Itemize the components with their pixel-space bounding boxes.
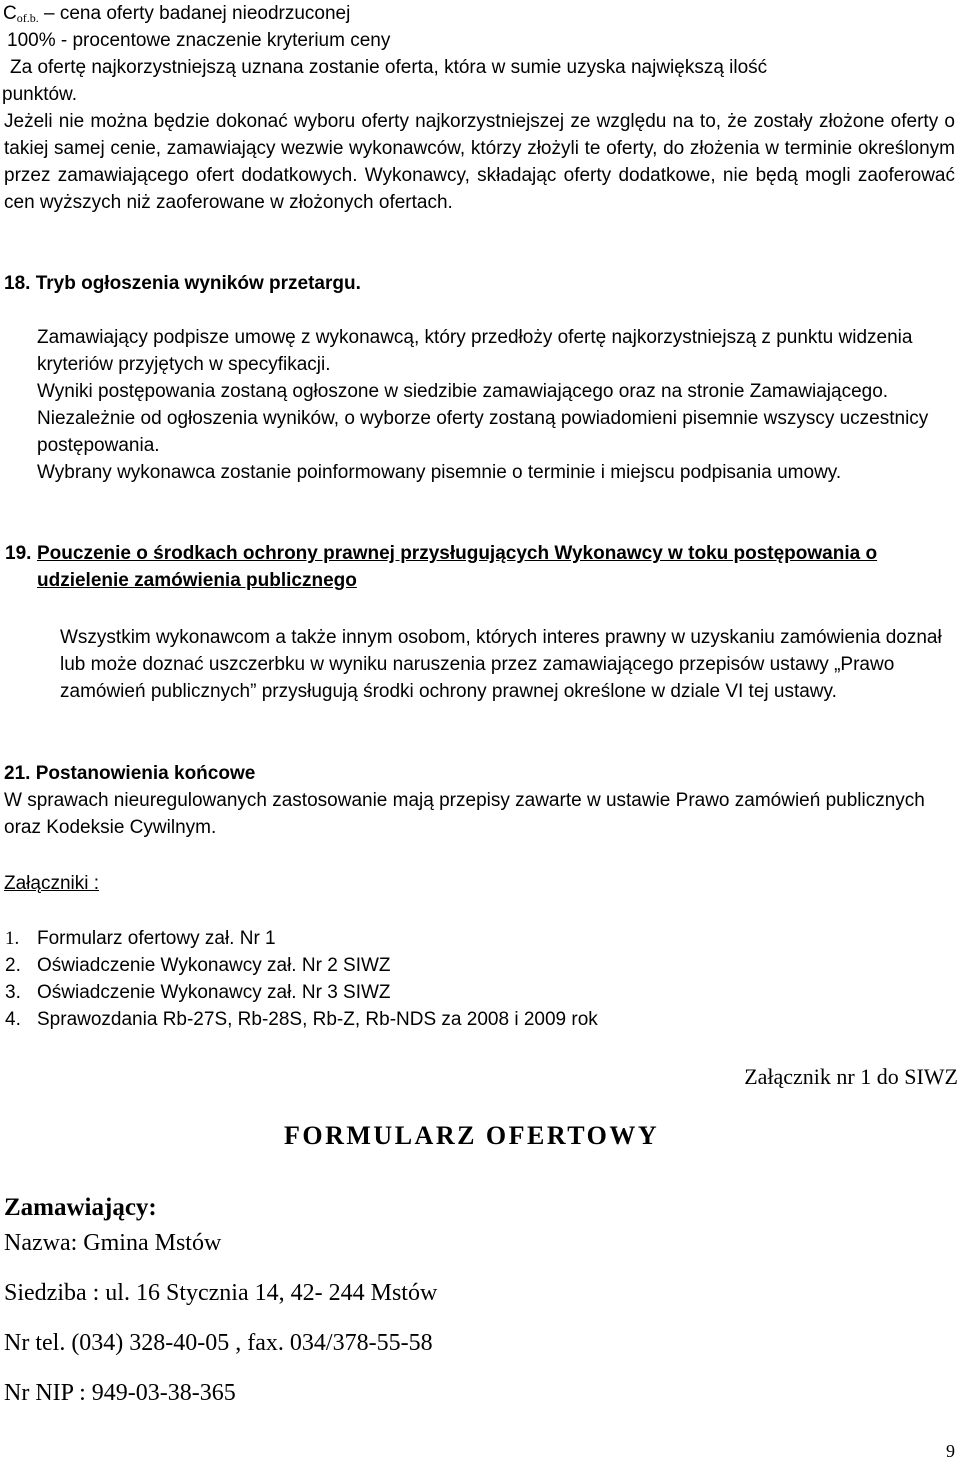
page-number: 9	[946, 1441, 955, 1461]
c-subscript: of.b.	[16, 11, 39, 25]
section-18-item-c	[5, 459, 947, 486]
attachment-item	[5, 1006, 598, 1033]
form-title: FORMULARZ OFERTOWY	[284, 1121, 660, 1150]
item-marker: 2.	[5, 955, 21, 976]
item-text: Sprawozdania Rb-27S, Rb-28S, Rb-Z, Rb-NDS za 2008 i 2009 rok	[37, 1009, 598, 1030]
attachment-item	[5, 979, 391, 1006]
buyer-name: Nazwa: Gmina Mstów	[4, 1230, 222, 1256]
item-marker: 1.	[5, 928, 20, 949]
section-21-body: W sprawach nieuregulowanych zastosowanie mają przepisy zawarte w ustawie Prawo zamówień publicznych oraz Kodeksie Cywilnym.	[4, 790, 925, 838]
weight-line: 100% - procentowe znaczenie kryterium ceny	[7, 30, 391, 51]
attachments-heading: Załączniki :	[4, 873, 100, 894]
item-text: Wyniki postępowania zostaną ogłoszone w siedzibie zamawiającego oraz na stronie Zamawiającego. Niezależnie od ogłoszenia wyników, o wyborze oferty zostaną powiadomieni pisemnie wszyscy uczestnicy postępowania.	[37, 381, 929, 456]
item-marker: 3.	[5, 982, 21, 1003]
item-text: Wybrany wykonawca zostanie poinformowany pisemnie o terminie i miejscu podpisania umowy.	[37, 462, 842, 483]
section-19-title: Pouczenie o środkach ochrony prawnej przysługujących Wykonawcy w toku postępowania o udzielenie zamówienia publicznego	[37, 543, 878, 591]
section-18-item-b	[5, 378, 960, 459]
winner-line: Za ofertę najkorzystniejszą uznana zostanie oferta, która w sumie uzyska największą ilość	[10, 57, 768, 78]
c-letter: C	[3, 3, 17, 24]
item-marker: 4.	[5, 1009, 21, 1030]
section-19-body: Wszystkim wykonawcom a także innym osobom, których interes prawny w uzyskaniu zamówienia doznał lub może doznać uszczerbku w wyniku naruszenia przez zamawiającego przepisów ustawy „Prawo zamówień publicznych” przysługują środki ochrony prawnej określone w dziale VI tej ustawy.	[60, 627, 942, 702]
section-18-item-a	[5, 324, 947, 378]
buyer-heading: Zamawiający:	[4, 1194, 157, 1221]
buyer-nip: Nr NIP : 949-03-38-365	[4, 1380, 236, 1406]
section-21-heading: 21. Postanowienia końcowe	[4, 763, 256, 784]
item-marker	[5, 324, 37, 351]
attachment-item	[5, 925, 276, 952]
equal-price-paragraph: Jeżeli nie można będzie dokonać wyboru oferty najkorzystniejszej ze względu na to, że zostały złożone oferty o takiej samej cenie, zamawiający wezwie wykonawców, którzy złożyli te oferty, do złożenia w terminie określonym przez zamawiającego ofert dodatkowych. Wykonawcy, składając oferty dodatkowe, nie będą mogli zaoferować cen wyższych niż zaoferowane w złożonych ofertach.	[4, 111, 955, 213]
section-19-number: 19.	[5, 543, 32, 564]
item-text: Zamawiający podpisze umowę z wykonawcą, który przedłoży ofertę najkorzystniejszą z punktu widzenia kryteriów przyjętych w specyfikacji.	[37, 327, 913, 375]
section-19-heading	[5, 540, 897, 594]
item-text: Oświadczenie Wykonawcy zał. Nr 2 SIWZ	[37, 955, 391, 976]
points-line: punktów.	[2, 84, 77, 105]
section-18-heading: 18. Tryb ogłoszenia wyników przetargu.	[4, 273, 361, 294]
item-marker	[5, 459, 37, 486]
attachment-item	[5, 952, 391, 979]
buyer-seat: Siedziba : ul. 16 Stycznia 14, 42- 244 Mstów	[4, 1280, 438, 1306]
c-description: – cena oferty badanej nieodrzuconej	[38, 3, 351, 24]
buyer-phone: Nr tel. (034) 328-40-05 , fax. 034/378-55-58	[4, 1330, 433, 1356]
item-text: Formularz ofertowy zał. Nr 1	[37, 928, 276, 949]
item-text: Oświadczenie Wykonawcy zał. Nr 3 SIWZ	[37, 982, 391, 1003]
annex-label: Załącznik nr 1 do SIWZ	[744, 1064, 958, 1089]
item-marker	[5, 378, 37, 405]
